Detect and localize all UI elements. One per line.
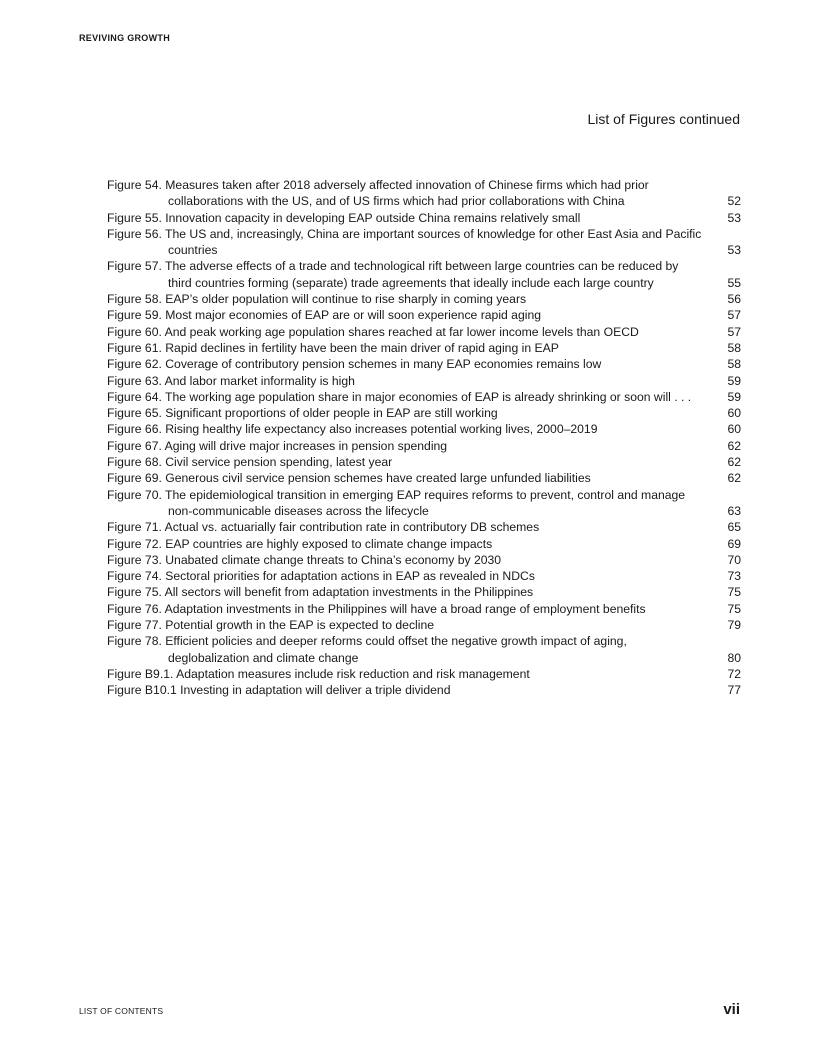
toc-entry[interactable]	[107, 389, 741, 405]
toc-entry[interactable]	[107, 177, 741, 210]
toc-entry-page: 53	[727, 210, 741, 225]
toc-entry-label: Figure 74. Sectoral priorities for adaptation actions in EAP as revealed in NDCs	[107, 569, 535, 584]
toc-entry-page: 65	[727, 520, 741, 535]
toc-entry-page: 57	[727, 308, 741, 323]
toc-entry-page: 70	[727, 552, 741, 567]
section-title: List of Figures continued	[587, 111, 740, 127]
footer-page-number: vii	[723, 1001, 740, 1018]
toc-entry[interactable]	[107, 373, 741, 389]
toc-entry-label: Figure 73. Unabated climate change threats to China’s economy by 2030	[107, 552, 502, 567]
toc-entry-page: 77	[727, 683, 741, 698]
toc-entry[interactable]	[107, 487, 741, 520]
toc-entry-page: 69	[727, 536, 741, 551]
toc-entry[interactable]	[107, 682, 741, 698]
toc-entry-page: 58	[727, 340, 741, 355]
toc-entry-label: Figure 66. Rising healthy life expectancy also increases potential working lives, 2000–2019	[107, 422, 598, 437]
toc-entry[interactable]	[107, 584, 741, 600]
toc-entry[interactable]	[107, 210, 741, 226]
toc-entry[interactable]	[107, 568, 741, 584]
toc-entry-page: 80	[727, 650, 741, 665]
running-head: REVIVING GROWTH	[79, 33, 171, 43]
toc-entry-label: Figure 54. Measures taken after 2018 adversely affected innovation of Chinese firms which had prior collaborations with the US, and of US firms which had prior collaborations with China	[107, 178, 649, 209]
toc-entry-label: Figure 57. The adverse effects of a trade and technological rift between large countries can be reduced by third countries forming (separate) trade agreements that ideally include each large country	[107, 259, 679, 290]
toc-entry[interactable]	[107, 258, 741, 291]
toc-entry[interactable]	[107, 470, 741, 486]
toc-entry-label: Figure 65. Significant proportions of older people in EAP are still working	[107, 406, 498, 421]
toc-entry-page: 57	[727, 324, 741, 339]
toc-entry[interactable]	[107, 617, 741, 633]
toc-entry[interactable]	[107, 519, 741, 535]
toc-entry[interactable]	[107, 421, 741, 437]
toc-entry-label: Figure 68. Civil service pension spending, latest year	[107, 455, 393, 470]
toc-entry-label: Figure B9.1. Adaptation measures include risk reduction and risk management	[107, 666, 530, 681]
toc-entry-page: 79	[727, 618, 741, 633]
toc-entry-label: Figure 64. The working age population share in major economies of EAP is already shrinking or soon will . . .	[107, 389, 692, 404]
toc-entry-page: 56	[727, 292, 741, 307]
toc-entry[interactable]	[107, 633, 741, 666]
toc-entry[interactable]	[107, 307, 741, 323]
toc-entry-label: Figure 55. Innovation capacity in developing EAP outside China remains relatively small	[107, 210, 581, 225]
toc-entry[interactable]	[107, 536, 741, 552]
toc-entry-page: 62	[727, 471, 741, 486]
toc-entry[interactable]	[107, 356, 741, 372]
toc-entry-page: 63	[727, 503, 741, 518]
toc-entry-label: Figure 72. EAP countries are highly exposed to climate change impacts	[107, 536, 493, 551]
toc-entry[interactable]	[107, 454, 741, 470]
toc-entry[interactable]	[107, 340, 741, 356]
toc-entry-label: Figure 71. Actual vs. actuarially fair contribution rate in contributory DB schemes	[107, 520, 540, 535]
toc-entry-page: 62	[727, 438, 741, 453]
toc-entry-label: Figure 77. Potential growth in the EAP is expected to decline	[107, 618, 435, 633]
toc-entry[interactable]	[107, 666, 741, 682]
toc-entry-label: Figure 75. All sectors will benefit from adaptation investments in the Philippines	[107, 585, 534, 600]
toc-entry[interactable]	[107, 226, 741, 259]
figure-list	[107, 177, 741, 699]
toc-entry-page: 75	[727, 585, 741, 600]
toc-entry-page: 72	[727, 666, 741, 681]
toc-entry-label: Figure 56. The US and, increasingly, China are important sources of knowledge for other East Asia and Pacific countries	[107, 226, 702, 258]
toc-entry-label: Figure 59. Most major economies of EAP are or will soon experience rapid aging	[107, 308, 542, 323]
toc-entry-label: Figure 70. The epidemiological transition in emerging EAP requires reforms to prevent, control and manage non-communicable diseases across the lifecycle	[107, 487, 686, 518]
toc-entry-page: 52	[727, 194, 741, 209]
toc-entry-page: 59	[727, 389, 741, 404]
toc-entry-page: 73	[727, 569, 741, 584]
toc-entry[interactable]	[107, 291, 741, 307]
toc-entry-label: Figure 67. Aging will drive major increases in pension spending	[107, 438, 448, 453]
toc-entry-label: Figure 62. Coverage of contributory pension schemes in many EAP economies remains low	[107, 357, 602, 372]
toc-entry-page: 55	[727, 275, 741, 290]
toc-entry-label: Figure 61. Rapid declines in fertility have been the main driver of rapid aging in EAP	[107, 340, 559, 355]
toc-entry-label: Figure 76. Adaptation investments in the Philippines will have a broad range of employment benefits	[107, 601, 646, 616]
toc-entry[interactable]	[107, 438, 741, 454]
toc-entry-page: 59	[727, 373, 741, 388]
toc-entry[interactable]	[107, 552, 741, 568]
toc-entry-page: 60	[727, 406, 741, 421]
toc-entry-page: 53	[727, 243, 741, 258]
toc-entry-page: 58	[727, 357, 741, 372]
toc-entry[interactable]	[107, 405, 741, 421]
toc-entry-label: Figure 69. Generous civil service pension schemes have created large unfunded liabilities	[107, 471, 591, 486]
toc-entry[interactable]	[107, 324, 741, 340]
toc-entry-label: Figure 58. EAP’s older population will continue to rise sharply in coming years	[107, 292, 527, 307]
toc-entry-label: Figure 78. Efficient policies and deeper reforms could offset the negative growth impact of aging, deglobalization and climate change	[107, 634, 627, 665]
toc-entry-page: 62	[727, 455, 741, 470]
toc-entry-label: Figure 60. And peak working age population shares reached at far lower income levels than OECD	[107, 324, 639, 339]
toc-entry-label: Figure B10.1 Investing in adaptation will deliver a triple dividend	[107, 683, 451, 698]
toc-entry[interactable]	[107, 601, 741, 617]
toc-entry-label: Figure 63. And labor market informality is high	[107, 373, 355, 388]
footer-section-label: LIST OF CONTENTS	[79, 1006, 164, 1016]
toc-entry-page: 75	[727, 601, 741, 616]
toc-entry-page: 60	[727, 422, 741, 437]
